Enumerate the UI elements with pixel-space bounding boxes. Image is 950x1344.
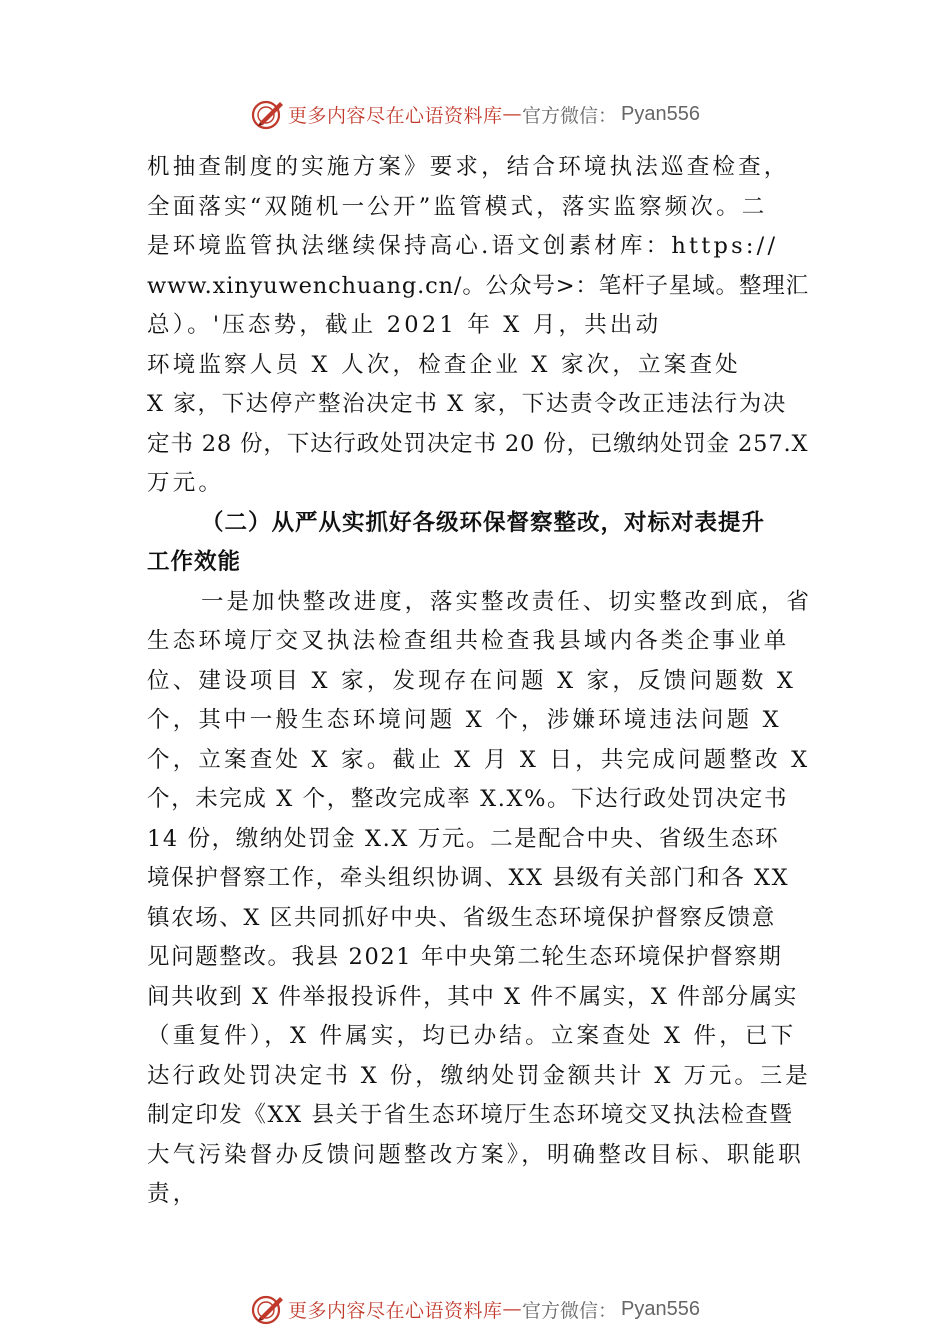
text-line: 境保护督察工作，牵头组织协调、XX 县级有关部门和各 XX: [147, 865, 790, 891]
watermark-wechat-id: Pyan556: [621, 1297, 700, 1320]
watermark-wechat-label: 官方微信：: [522, 104, 618, 127]
text-line: 万元。: [147, 470, 225, 496]
text-line: 制定印发《XX 县关于省生态环境厅生态环境交叉执法检查暨: [147, 1102, 794, 1128]
footer-watermark: [0, 1289, 950, 1329]
brand-logo-icon: [250, 96, 286, 132]
text-line: X 家，下达停产整治决定书 X 家，下达责令改正违法行为决: [147, 391, 787, 417]
text-line: 一是加快整改进度，落实整改责任、切实整改到底，省: [201, 588, 812, 615]
text-line: 见问题整改。我县 2021 年中央第二轮生态环境保护督察期: [147, 944, 783, 970]
text-line: www.xinyuwenchuang.cn/。公众号>：笔杆子星域。整理汇: [147, 272, 809, 299]
text-line: 达行政处罚决定书 X 份，缴纳处罚金额共计 X 万元。三是: [147, 1062, 811, 1089]
text-line: 个，其中一般生态环境问题 X 个，涉嫌环境违法问题 X: [147, 707, 782, 733]
watermark-wechat-label: 官方微信：: [522, 1299, 618, 1322]
watermark-brand: 更多内容尽在心语资料库: [288, 104, 503, 127]
text-line: 位、建设项目 X 家，发现存在问题 X 家，反馈问题数 X: [147, 667, 797, 694]
text-line: 个，立案查处 X 家。截止 X 月 X 日，共完成问题整改 X: [147, 746, 811, 773]
text-line: 机抽查制度的实施方案》要求，结合环境执法巡查检查，: [147, 154, 790, 180]
text-line: 个，未完成 X 个，整改完成率 X.X%。下达行政处罚决定书: [147, 786, 789, 812]
text-line: 14 份，缴纳处罚金 X.X 万元。二是配合中央、省级生态环: [147, 825, 780, 852]
text-line: 生态环境厅交叉执法检查组共检查我县域内各类企事业单: [147, 628, 790, 654]
text-line: 总）。'压态势，截止 2021 年 X 月，共出动: [147, 312, 662, 338]
text-line: 镇农场、X 区共同抓好中央、省级生态环境保护督察反馈意: [147, 904, 776, 931]
text-line: 是环境监管执法继续保持高心.语文创素材库：https://: [147, 233, 779, 259]
text-line: 大气污染督办反馈问题整改方案》，明确整改目标、职能职: [147, 1141, 804, 1168]
text-line: 全面落实“双随机一公开”监管模式，落实监察频次。二: [147, 193, 768, 220]
text-line: 环境监察人员 X 人次，检查企业 X 家次，立案查处: [147, 351, 741, 378]
header-watermark: [0, 94, 950, 134]
watermark-separator: —: [502, 1298, 523, 1320]
watermark-brand: 更多内容尽在心语资料库: [288, 1299, 503, 1322]
section-heading: （二）从严从实抓好各级环保督察整改，对标对表提升: [201, 509, 766, 536]
text-line: （重复件），X 件属实，均已办结。立案查处 X 件，已下: [147, 1023, 797, 1049]
text-line: 间共收到 X 件举报投诉件，其中 X 件不属实，X 件部分属实: [147, 983, 798, 1010]
section-heading-continued: 工作效能: [147, 549, 242, 575]
text-line: 责，: [147, 1181, 199, 1207]
text-line: 定书 28 份，下达行政处罚决定书 20 份，已缴纳处罚金 257.X: [147, 430, 809, 457]
brand-logo-icon: [250, 1291, 286, 1327]
watermark-separator: —: [502, 103, 523, 125]
watermark-wechat-id: Pyan556: [621, 102, 700, 125]
document-body: [147, 148, 812, 1215]
